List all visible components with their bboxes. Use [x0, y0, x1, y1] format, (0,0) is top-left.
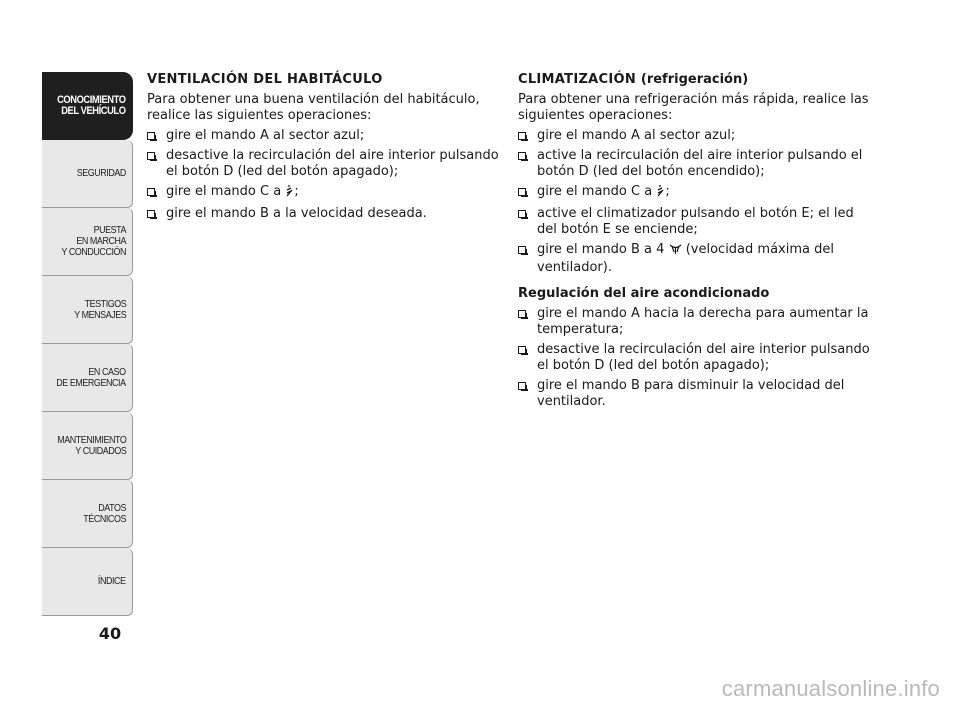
steps-list [147, 128, 507, 222]
list-item-text: active la recirculación del aire interior pulsando el botón D (led del botón encendido); [537, 148, 863, 179]
list-item-text: gire el mando C a [166, 184, 282, 199]
list-item-text: desactive la recirculación del aire interior pulsando el botón D (led del botón apagado); [166, 148, 499, 179]
list-item-text-cont: (velocidad máxima del ventilador). [537, 242, 834, 275]
list-item [147, 128, 507, 144]
watermark: carmanualsonline.info [721, 676, 940, 701]
list-item [518, 378, 870, 410]
checkbox-bullet-icon [518, 246, 526, 254]
list-item [518, 306, 870, 338]
section-intro: Para obtener una refrigeración más rápida, realice las siguientes operaciones: [518, 92, 869, 123]
tab-label: EN CASO DE EMERGENCIA [56, 365, 126, 389]
tab-label: DATOS TÉCNICOS [83, 501, 126, 525]
title-main: CLIMATIZACIÓN [518, 72, 637, 87]
punctuation: ; [665, 184, 670, 199]
tab-emergencia[interactable] [42, 344, 133, 412]
regulation-list [518, 306, 870, 410]
face-vent-icon [285, 185, 294, 202]
section-intro: Para obtener una buena ventilación del habitáculo, realice las siguientes operaciones: [147, 92, 480, 123]
face-vent-icon [656, 185, 665, 202]
list-item [147, 148, 507, 180]
list-item-text: gire el mando B a la velocidad deseada. [166, 206, 427, 221]
list-item [518, 342, 870, 374]
checkbox-bullet-icon [147, 132, 155, 140]
tab-label: ÍNDICE [98, 575, 126, 587]
list-item [147, 206, 507, 222]
section-title [518, 72, 870, 88]
list-item-text: gire el mando C a [537, 184, 653, 199]
list-item [518, 242, 870, 276]
list-item-text: desactive la recirculación del aire interior pulsando el botón D (led del botón apagado); [537, 342, 870, 373]
list-item [518, 206, 870, 238]
tab-conocimiento-del-vehiculo[interactable] [42, 72, 133, 140]
checkbox-bullet-icon [518, 310, 526, 318]
list-item-text: gire el mando A al sector azul; [537, 128, 736, 143]
list-item-text: gire el mando A al sector azul; [166, 128, 365, 143]
list-item [518, 148, 870, 180]
checkbox-bullet-icon [518, 188, 526, 196]
checkbox-bullet-icon [518, 132, 526, 140]
list-item-text: gire el mando A hacia la derecha para aumentar la temperatura; [537, 306, 869, 337]
checkbox-bullet-icon [147, 210, 155, 218]
chapter-tabs [42, 72, 133, 616]
subheading: Regulación del aire acondicionado [518, 286, 770, 301]
title-sub: (refrigeración) [640, 72, 749, 87]
checkbox-bullet-icon [147, 188, 155, 196]
checkbox-bullet-icon [518, 210, 526, 218]
list-item-text: gire el mando B para disminuir la velocidad del ventilador. [537, 378, 845, 409]
page-number: 40 [98, 624, 122, 643]
tab-seguridad[interactable] [42, 140, 133, 208]
tab-label: CONOCIMIENTO DEL VEHÍCULO [57, 93, 126, 117]
checkbox-bullet-icon [518, 152, 526, 160]
tab-indice[interactable] [42, 548, 133, 616]
tab-label: PUESTA EN MARCHA Y CONDUCCIÓN [61, 224, 126, 258]
tab-puesta-en-marcha[interactable] [42, 208, 133, 276]
ventilation-section [147, 72, 507, 226]
punctuation: ; [294, 184, 299, 199]
section-title: VENTILACIÓN DEL HABITÁCULO [147, 72, 383, 87]
checkbox-bullet-icon [147, 152, 155, 160]
list-item [147, 184, 507, 202]
fan-icon [669, 244, 682, 260]
tab-label: SEGURIDAD [76, 167, 126, 179]
checkbox-bullet-icon [518, 382, 526, 390]
steps-list [518, 128, 870, 276]
climatization-section [518, 72, 870, 414]
tab-mantenimiento[interactable] [42, 412, 133, 480]
tab-label: TESTIGOS Y MENSAJES [73, 297, 126, 321]
list-item [518, 184, 870, 202]
list-item [518, 128, 870, 144]
tab-datos-tecnicos[interactable] [42, 480, 133, 548]
list-item-text: active el climatizador pulsando el botón E; el led del botón E se enciende; [537, 206, 854, 237]
tab-label: MANTENIMIENTO Y CUIDADOS [56, 433, 126, 457]
list-item-text: gire el mando B a 4 [537, 242, 665, 257]
tab-testigos[interactable] [42, 276, 133, 344]
checkbox-bullet-icon [518, 346, 526, 354]
